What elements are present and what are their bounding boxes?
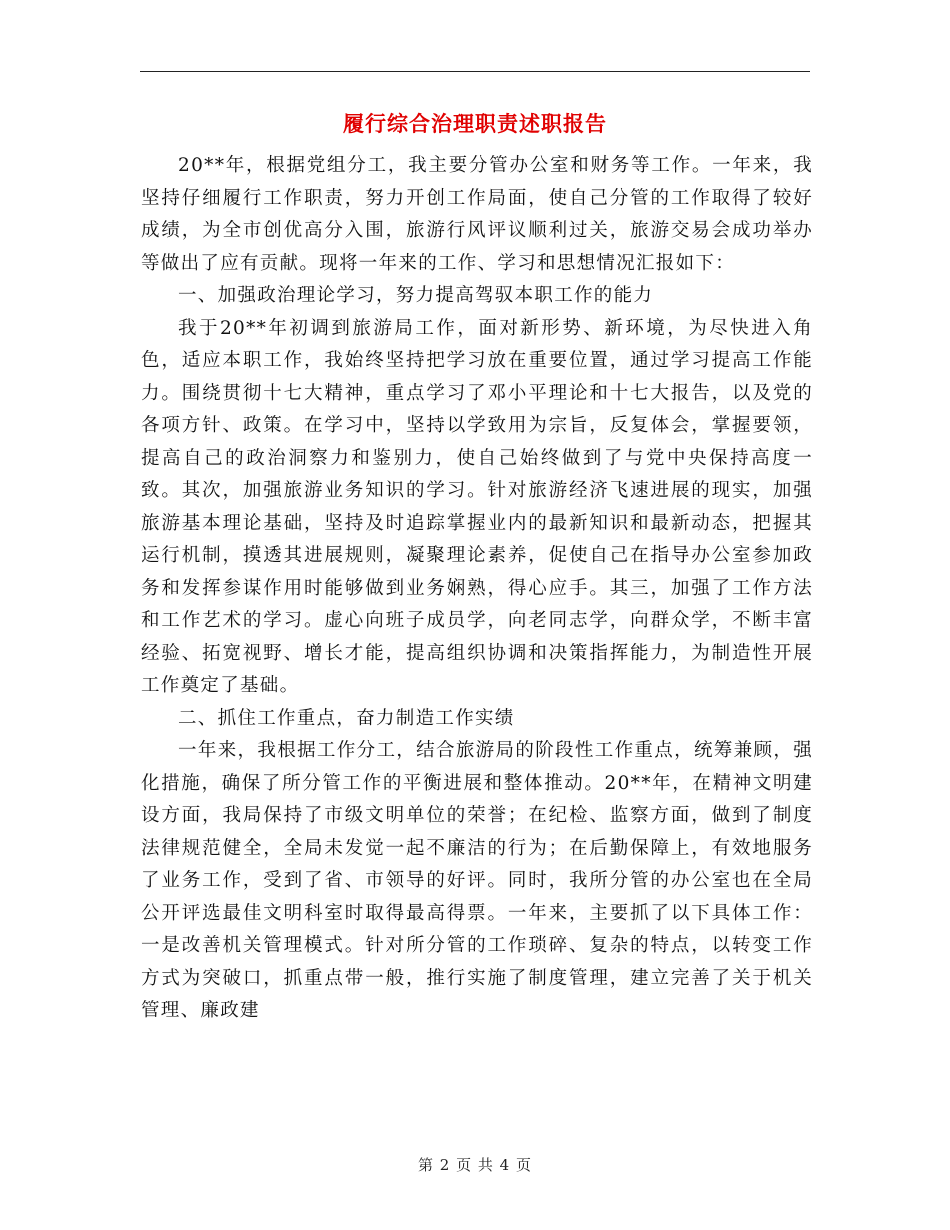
page-footer: 第 2 页 共 4 页 (418, 1156, 532, 1174)
header-rule (140, 71, 810, 72)
document-body (141, 150, 813, 1028)
intro-paragraph: 20**年，根据党组分工，我主要分管办公室和财务等工作。一年来，我坚持仔细履行工作职责，努力开创工作局面，使自己分管的工作取得了较好成绩，为全市创优高分入围，旅游行风评议顺利过关，旅游交易会成功举办等做出了应有贡献。现将一年来的工作、学习和思想情况汇报如下： (141, 155, 813, 274)
section-1-paragraph: 我于20**年初调到旅游局工作，面对新形势、新环境，为尽快进入角色，适应本职工作，我始终坚持把学习放在重要位置，通过学习提高工作能力。围绕贯彻十七大精神，重点学习了邓小平理论和十七大报告，以及党的各项方针、政策。在学习中，坚持以学致用为宗旨，反复体会，掌握要领，提高自己的政治洞察力和鉴别力，使自己始终做到了与党中央保持高度一致。其次，加强旅游业务知识的学习。针对旅游经济飞速进展的现实，加强旅游基本理论基础，坚持及时追踪掌握业内的最新知识和最新动态，把握其运行机制，摸透其进展规则，凝聚理论素养，促使自己在指导办公室参加政务和发挥参谋作用时能够做到业务娴熟，得心应手。其三，加强了工作方法和工作艺术的学习。虚心向班子成员学，向老同志学，向群众学，不断丰富经验、拓宽视野、增长才能，提高组织协调和决策指挥能力，为制造性开展工作奠定了基础。 (141, 317, 813, 696)
section-2-paragraph: 一年来，我根据工作分工，结合旅游局的阶段性工作重点，统筹兼顾，强化措施，确保了所分管工作的平衡进展和整体推动。20**年，在精神文明建设方面，我局保持了市级文明单位的荣誉；在纪检、监察方面，做到了制度法律规范健全，全局未发觉一起不廉洁的行为；在后勤保障上，有效地服务了业务工作，受到了省、市领导的好评。同时，我所分管的办公室也在全局公开评选最佳文明科室时取得最高得票。一年来，主要抓了以下具体工作：一是改善机关管理模式。针对所分管的工作琐碎、复杂的特点，以转变工作方式为突破口，抓重点带一般，推行实施了制度管理，建立完善了关于机关管理、廉政建 (141, 740, 813, 1021)
document-title: 履行综合治理职责述职报告 (343, 111, 607, 136)
section-heading-2: 二、抓住工作重点，奋力制造工作实绩 (178, 707, 515, 729)
section-heading-1: 一、加强政治理论学习，努力提高驾驭本职工作的能力 (178, 285, 654, 306)
